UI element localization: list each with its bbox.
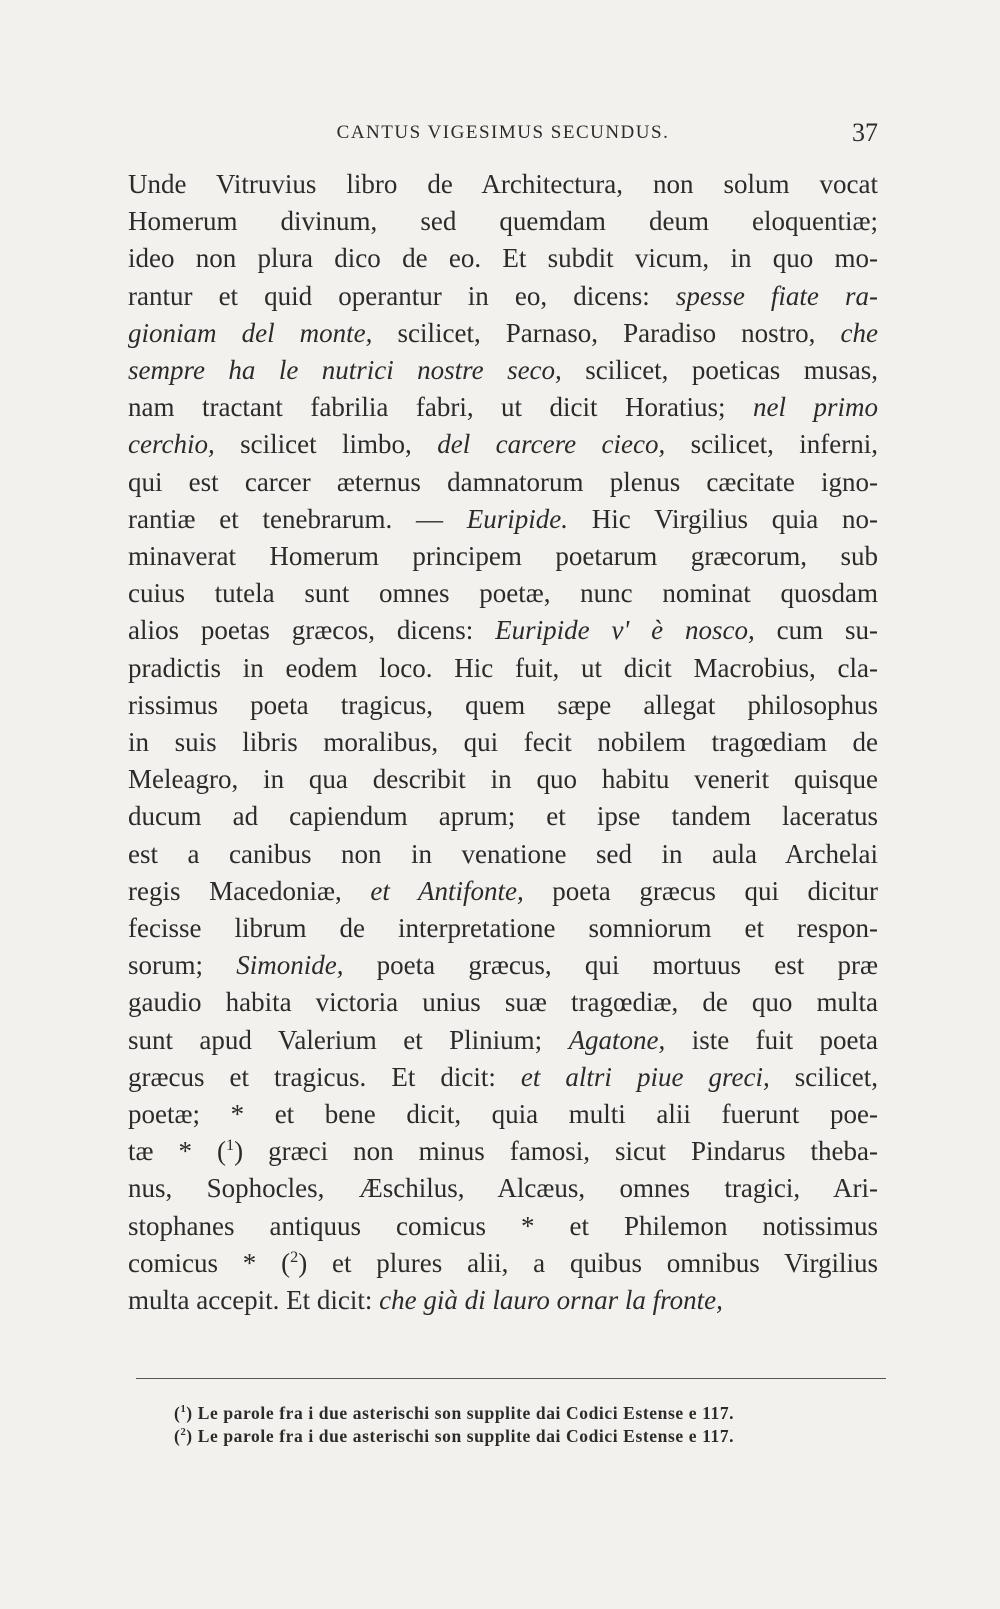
text-segment: tæ * ( — [128, 1136, 227, 1167]
text-segment: alios poetas græcos, dicens: — [128, 615, 496, 646]
footnote-text: Le parole fra i due asterischi son supplite dai Codici Estense e 117. — [192, 1426, 735, 1446]
text-segment: scilicet limbo, — [214, 429, 438, 460]
footnotes — [174, 1402, 874, 1448]
footnote-ref: 1 — [226, 1136, 235, 1155]
italic-text: del carcere cieco, — [437, 429, 666, 460]
text-line — [128, 650, 878, 687]
text-segment: scilicet, Parnaso, Paradiso nostro, — [372, 317, 841, 348]
running-title: CANTUS VIGESIMUS SECUNDUS. — [336, 122, 670, 143]
text-segment: cuius tutela sunt omnes poetæ, nunc nominat quosdam — [128, 578, 878, 609]
italic-text: cerchio, — [128, 429, 215, 460]
text-line — [128, 240, 878, 277]
italic-text: Euripide. — [466, 503, 569, 534]
text-segment: qui est carcer æternus damnatorum plenus cæcitate igno- — [128, 466, 878, 497]
italic-text: nel primo — [753, 392, 878, 423]
text-line — [128, 464, 878, 501]
footnote-mark: 1 — [180, 1404, 187, 1416]
text-segment: iste fuit poeta — [665, 1024, 878, 1055]
footnote: ($^2$) Le parole fra i due asterischi son supplite dai Codici Estense e 117. — [174, 1426, 735, 1446]
text-segment: sunt apud Valerium et Plinium; — [128, 1024, 569, 1055]
text-line — [128, 947, 878, 984]
text-line — [128, 984, 878, 1021]
text-line — [128, 1208, 878, 1245]
text-segment: cum su- — [754, 615, 878, 646]
italic-text: et Antifonte, — [370, 875, 524, 906]
page-header — [128, 118, 878, 148]
text-line — [128, 836, 878, 873]
text-segment: Hic Virgilius quia no- — [568, 503, 878, 534]
text-line — [128, 166, 878, 203]
text-segment: scilicet, — [769, 1061, 878, 1092]
text-segment: comicus * ( — [128, 1247, 291, 1278]
text-segment: Homerum divinum, sed quemdam deum eloquentiæ; — [128, 206, 878, 237]
text-segment: fecisse librum de interpretatione somniorum et respon- — [128, 913, 878, 944]
italic-text: et altri piue greci, — [520, 1061, 770, 1092]
text-line — [128, 612, 878, 649]
text-segment: scilicet, poeticas musas, — [561, 355, 878, 386]
text-segment: ) græci non minus famosi, sicut Pindarus theba- — [234, 1136, 878, 1167]
text-line — [128, 724, 878, 761]
text-line — [128, 501, 878, 538]
text-line — [128, 538, 878, 575]
italic-text: sempre ha le nutrici nostre seco, — [128, 355, 562, 386]
italic-text: Euripide v' è nosco, — [495, 615, 755, 646]
italic-text: Simonide, — [236, 950, 344, 981]
text-segment: multa accepit. Et dicit: — [128, 1285, 380, 1316]
text-line — [128, 352, 878, 389]
text-line — [128, 910, 878, 947]
text-segment: ) et plures alii, a quibus omnibus Virgilius — [298, 1247, 878, 1278]
text-segment: poeta græcus, qui mortuus est præ — [343, 950, 878, 981]
text-segment: nam tractant fabrilia fabri, ut dicit Horatius; — [128, 392, 753, 423]
text-line — [128, 315, 878, 352]
text-segment: stophanes antiquus comicus * et Philemon notissimus — [128, 1210, 878, 1241]
text-line — [128, 426, 878, 463]
text-line — [128, 1245, 878, 1282]
text-line — [128, 1282, 878, 1319]
text-line — [128, 1133, 878, 1170]
text-segment: rissimus poeta tragicus, quem sæpe allegat philosophus — [128, 689, 878, 720]
text-line — [128, 761, 878, 798]
text-line — [128, 1022, 878, 1059]
text-segment: poeta græcus qui dicitur — [523, 875, 879, 906]
text-line — [128, 575, 878, 612]
text-segment: est a canibus non in venatione sed in aula Archelai — [128, 838, 878, 869]
text-segment: minaverat Homerum principem poetarum græcorum, sub — [128, 541, 878, 572]
text-line — [128, 798, 878, 835]
page-number: 37 — [852, 118, 878, 147]
text-line — [128, 1059, 878, 1096]
text-line — [128, 687, 878, 724]
italic-text: che — [840, 317, 878, 348]
body-text — [128, 166, 878, 1319]
footnote-rule — [136, 1378, 886, 1379]
footnote-mark: 2 — [180, 1427, 187, 1439]
text-segment: regis Macedoniæ, — [128, 875, 371, 906]
italic-text: che già di lauro ornar la fronte, — [379, 1285, 723, 1316]
text-line — [128, 1096, 878, 1133]
text-segment: Unde Vitruvius libro de Architectura, non solum vocat — [128, 169, 878, 199]
text-segment: græcus et tragicus. Et dicit: — [128, 1061, 521, 1092]
text-line — [128, 389, 878, 426]
text-line — [128, 873, 878, 910]
text-segment: scilicet, inferni, — [665, 429, 878, 460]
italic-text: gioniam del monte, — [128, 317, 373, 348]
text-segment: Meleagro, in qua describit in quo habitu venerit quisque — [128, 764, 878, 795]
text-segment: ducum ad capiendum aprum; et ipse tandem laceratus — [128, 801, 878, 832]
text-segment: rantur et quid operantur in eo, dicens: — [128, 280, 676, 311]
text-segment: nus, Sophocles, Æschilus, Alcæus, omnes tragici, Ari- — [128, 1173, 878, 1204]
text-segment: sorum; — [128, 950, 237, 981]
footnote-text: Le parole fra i due asterischi son supplite dai Codici Estense e 117. — [192, 1403, 735, 1423]
italic-text: Agatone, — [568, 1024, 666, 1055]
italic-text: spesse fiate ra- — [675, 280, 878, 311]
text-segment: poetæ; * et bene dicit, quia multi alii fuerunt poe- — [128, 1099, 878, 1130]
text-segment: gaudio habita victoria unius suæ tragœdiæ, de quo multa — [128, 987, 878, 1018]
footnote-ref: 2 — [290, 1247, 299, 1266]
text-segment: ideo non plura dico de eo. Et subdit vicum, in quo mo- — [128, 243, 878, 274]
text-segment: in suis libris moralibus, qui fecit nobilem tragœdiam de — [128, 727, 878, 758]
footnote: ($^1$) Le parole fra i due asterischi son supplite dai Codici Estense e 117. — [174, 1403, 735, 1423]
text-line — [128, 203, 878, 240]
text-line — [128, 278, 878, 315]
text-line — [128, 1170, 878, 1207]
text-segment: rantiæ et tenebrarum. — — [128, 503, 467, 534]
text-segment: pradictis in eodem loco. Hic fuit, ut dicit Macrobius, cla- — [128, 652, 878, 683]
